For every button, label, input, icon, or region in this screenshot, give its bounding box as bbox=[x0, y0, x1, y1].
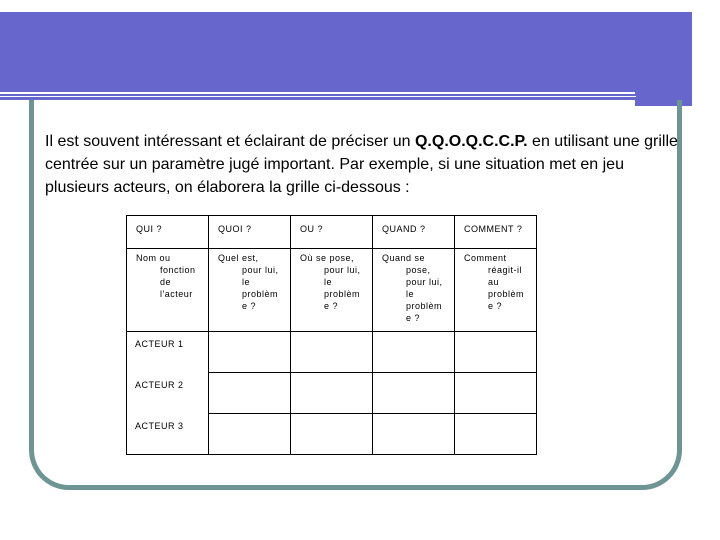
desc-line: l'acteur bbox=[160, 289, 193, 299]
desc-cell-quand bbox=[373, 249, 455, 332]
grid-empty-cell bbox=[291, 414, 373, 455]
grid-header-cell bbox=[291, 216, 373, 249]
desc-line: le bbox=[324, 277, 333, 287]
desc-line: e ? bbox=[488, 301, 503, 311]
grid-description-row bbox=[127, 249, 537, 332]
header-comment: COMMENT ? bbox=[464, 224, 523, 234]
header-quoi: QUOI ? bbox=[218, 224, 252, 234]
desc-cell-qui bbox=[127, 249, 209, 332]
grid-empty-cell bbox=[209, 414, 291, 455]
actor-label-cell bbox=[127, 332, 209, 373]
desc-line: Nom ou bbox=[136, 253, 171, 263]
desc-cell-comment bbox=[455, 249, 537, 332]
desc-cell-quoi bbox=[209, 249, 291, 332]
desc-line: pour lui, bbox=[242, 265, 279, 275]
grid-actor-row bbox=[127, 373, 537, 414]
grid-empty-cell bbox=[291, 373, 373, 414]
desc-line: réagit-il bbox=[488, 265, 523, 275]
intro-text-after: en utilisant une grille centrée sur un paramètre jugé important. Par exemple, si une situation met en jeu plusieurs acteurs, on élaborera la grille ci-dessous : bbox=[45, 133, 678, 196]
grid-empty-cell bbox=[373, 332, 455, 373]
header-qui: QUI ? bbox=[136, 224, 163, 234]
desc-line: e ? bbox=[242, 301, 257, 311]
desc-line: pose, bbox=[406, 265, 431, 275]
actor-label-cell bbox=[127, 414, 209, 455]
banner-underline-gap bbox=[0, 96, 636, 97]
desc-line: e ? bbox=[324, 301, 339, 311]
intro-text-before: Il est souvent intéressant et éclairant de préciser un bbox=[45, 133, 415, 150]
desc-line: e ? bbox=[406, 313, 421, 323]
intro-paragraph bbox=[45, 130, 685, 199]
intro-acronym: Q.Q.O.Q.C.C.P. bbox=[414, 133, 528, 150]
grid-actor-row bbox=[127, 414, 537, 455]
grid-empty-cell bbox=[455, 373, 537, 414]
desc-line: problèm bbox=[324, 289, 361, 299]
grid-header-cell bbox=[455, 216, 537, 249]
actor-label: ACTEUR 3 bbox=[135, 420, 184, 431]
grid-header-cell bbox=[127, 216, 209, 249]
grid-header-row bbox=[127, 216, 537, 249]
grid-empty-cell bbox=[455, 414, 537, 455]
desc-line: Quel est, bbox=[218, 253, 259, 263]
actor-label: ACTEUR 2 bbox=[135, 379, 184, 390]
desc-line: au bbox=[488, 277, 500, 287]
desc-line: fonction bbox=[160, 265, 196, 275]
desc-line: le bbox=[242, 277, 251, 287]
desc-line: problèm bbox=[488, 289, 525, 299]
header-quand: QUAND ? bbox=[382, 224, 426, 234]
qqoqccp-grid bbox=[126, 215, 537, 455]
desc-line: pour lui, bbox=[406, 277, 443, 287]
grid-empty-cell bbox=[209, 373, 291, 414]
grid-actor-row bbox=[127, 332, 537, 373]
grid-header-cell bbox=[373, 216, 455, 249]
desc-line: pour lui, bbox=[324, 265, 361, 275]
header-ou: OU ? bbox=[300, 224, 324, 234]
actor-label: ACTEUR 1 bbox=[135, 339, 184, 349]
grid-empty-cell bbox=[373, 373, 455, 414]
desc-line: de bbox=[160, 277, 172, 287]
grid-empty-cell bbox=[209, 332, 291, 373]
desc-line: Quand se bbox=[382, 253, 426, 263]
grid-empty-cell bbox=[455, 332, 537, 373]
desc-line: Comment bbox=[464, 253, 507, 263]
desc-cell-ou bbox=[291, 249, 373, 332]
actor-label-cell bbox=[127, 373, 209, 414]
desc-line: Où se pose, bbox=[300, 253, 355, 263]
grid-empty-cell bbox=[373, 414, 455, 455]
desc-line: le bbox=[406, 289, 415, 299]
title-banner bbox=[0, 12, 692, 92]
grid-empty-cell bbox=[291, 332, 373, 373]
grid-header-cell bbox=[209, 216, 291, 249]
desc-line: problèm bbox=[242, 289, 279, 299]
desc-line: problèm bbox=[406, 301, 443, 311]
